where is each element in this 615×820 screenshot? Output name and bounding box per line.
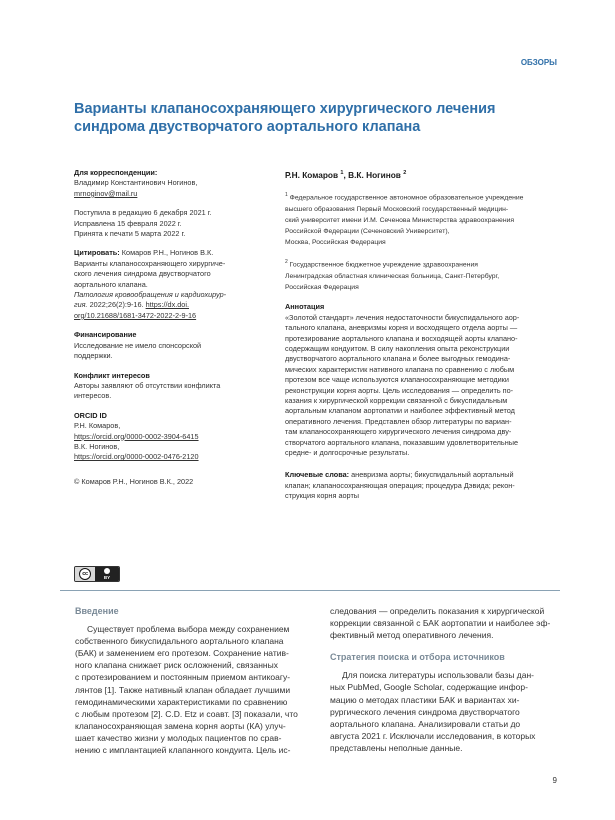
copyright-block: [74, 477, 249, 487]
cite-text: ского лечения синдрома двустворчатого: [74, 269, 211, 279]
annotation-line: тального клапана, аневризмы корня и восходящего отдела аорты —: [285, 323, 518, 333]
affiliation-mark: 1: [285, 192, 288, 199]
body-line: лянтов [1]. Также нативный клапан обладает лучшими: [75, 684, 291, 695]
cc-logo: [75, 567, 95, 581]
article-info-sidebar: [74, 168, 249, 496]
body-line: нению с имплантацией клапанного кондуита. Цель ис-: [75, 745, 291, 756]
by-label: BY: [103, 575, 111, 580]
affiliation-text: Ленинградская областная клиническая больница, Санкт-Петербург,: [285, 272, 500, 280]
doi-link[interactable]: https://dx.doi.: [145, 300, 190, 310]
keywords-text: струкция корня аорты: [285, 491, 360, 501]
body-column-right: [330, 605, 562, 754]
cite-text: Варианты клапаносохраняющего хирургиче-: [74, 258, 226, 268]
annotation-line: реконструкции корня аорты. Цель исследования — определить по-: [285, 385, 514, 395]
affiliation-text: Государственное бюджетное учреждение здравоохранения: [287, 261, 478, 269]
affiliation-text: высшего образования Первый Московский государственный медицин-: [285, 205, 509, 213]
introduction-heading: Введение: [75, 606, 119, 616]
author-affiliation-mark: 1: [340, 170, 344, 176]
annotation-line: средне- и долгосрочные результаты.: [285, 448, 410, 458]
author-affiliation-mark: 2: [403, 170, 407, 176]
funding-heading: Финансирование: [74, 330, 137, 340]
received-date: Поступила в редакцию 6 декабря 2021 г.: [74, 208, 212, 218]
dates-block: [74, 208, 249, 239]
annotation-line: аортальным клапаном аортопатии и наиболее эффективный метод: [285, 406, 515, 416]
orcid-heading: ORCID ID: [74, 410, 107, 420]
affiliation-text: Москва, Российская Федерация: [285, 239, 386, 247]
correspondence-email-link[interactable]: mrnoginov@mail.ru: [74, 188, 138, 198]
cite-issue: 2022;26(2):9-16.: [87, 300, 146, 310]
correspondence-name: Владимир Константинович Ногинов,: [74, 178, 198, 188]
body-column-left: [75, 605, 303, 756]
cc-icon: cc: [79, 568, 91, 580]
article-header-main: [285, 168, 560, 502]
correspondence-block: [74, 168, 249, 199]
article-title: [74, 100, 544, 136]
affiliation-mark: 2: [285, 259, 288, 266]
cc-by-license-badge[interactable]: [74, 566, 120, 582]
annotation-line: оперативного лечения. Представлен обзор литературы по вариан-: [285, 416, 512, 426]
introduction-continuation: [330, 605, 562, 641]
authors-line: [285, 168, 560, 180]
introduction-paragraph-cont: [75, 635, 303, 756]
annotation-line: казания к хирургической коррекции связанной с бикуспидальным: [285, 395, 508, 405]
search-strategy-paragraph: [330, 669, 562, 754]
body-line: представлены неполные данные.: [330, 742, 463, 753]
affiliation-2: [285, 257, 560, 293]
orcid-author: В.К. Ногинов,: [74, 441, 120, 451]
body-line: клапаносохраняющая замена корня аорты (КА) улуч-: [75, 720, 286, 731]
affiliation-1: [285, 190, 560, 248]
correspondence-heading: Для корреспонденции:: [74, 168, 158, 177]
body-line: Существует проблема выбора между сохранением: [87, 624, 290, 635]
orcid-link[interactable]: https://orcid.org/0000-0002-3904-6415: [74, 431, 199, 441]
title-line: Варианты клапаносохраняющего хирургического лечения: [74, 101, 496, 117]
body-line: рургического лечения синдрома двустворчатого: [330, 706, 520, 717]
orcid-link[interactable]: https://orcid.org/0000-0002-0476-2120: [74, 452, 199, 462]
body-line: августа 2021 г. Исключали исследования, в которых: [330, 730, 536, 741]
citation-block: [74, 248, 249, 321]
keywords-text: аневризма аорты; бикуспидальный аортальный: [349, 470, 514, 480]
cite-text: аортального клапана.: [74, 279, 148, 289]
annotation-line: двустворчатого аортального клапана и более выгодных гемодина-: [285, 354, 511, 364]
page-number: 9: [552, 776, 557, 785]
funding-text: поддержки.: [74, 351, 113, 361]
author-separator: ,: [343, 169, 349, 180]
title-line: синдрома двустворчатого аортального клапана: [74, 119, 421, 135]
affiliation-text: ский университет имени И.М. Сеченова Министерства здравоохранения: [285, 216, 515, 224]
body-line: Для поиска литературы использовали базы дан-: [342, 670, 535, 681]
doi-link[interactable]: org/10.21688/1681-3472-2022-2-9-16: [74, 310, 197, 320]
annotation-heading: Аннотация: [285, 302, 325, 312]
revised-date: Исправлена 15 февраля 2022 г.: [74, 218, 182, 228]
accepted-date: Принята к печати 5 марта 2022 г.: [74, 229, 186, 239]
orcid-block: [74, 411, 249, 463]
cite-authors: Комаров Р.Н., Ногинов В.К.: [119, 248, 214, 258]
body-line: ного клапана снижает риск осложнений, связанных: [75, 660, 278, 671]
conflict-text: Авторы заявляют об отсутствии конфликта: [74, 380, 221, 390]
body-line: собственного бикуспидального аортального клапана: [75, 636, 284, 647]
annotation-line: там клапаносохраняющего хирургического лечения синдрома дву-: [285, 427, 512, 437]
funding-block: [74, 330, 249, 361]
body-line: (БАК) и заменением его протезом. Сохранение натив-: [75, 648, 289, 659]
conflict-heading: Конфликт интересов: [74, 370, 150, 380]
annotation-line: створчатого аортального клапана, показавшим удовлетворительные: [285, 437, 519, 447]
annotation-line: «Золотой стандарт» лечения недостаточности бикуспидального аор-: [285, 312, 520, 322]
body-line: с протезированием и постоянным приемом антикоагу-: [75, 672, 291, 683]
annotation-line: протезом все чаще используются клапаносохраняющие методики: [285, 375, 509, 385]
attribution-person-icon: [104, 568, 110, 574]
annotation-line: содержащим кондуитом. В силу накопления опыта реконструкции: [285, 343, 510, 353]
cite-journal: гия.: [74, 300, 88, 310]
body-line: гемодинамическими характеристиками по сравнению: [75, 696, 288, 707]
body-line: аортального клапана. Анализировали статьи до: [330, 718, 521, 729]
annotation-line: протезирование аортального клапана и восходящей аорты клапано-: [285, 333, 518, 343]
affiliation-text: Федеральное государственное автономное образовательное учреждение: [287, 194, 524, 202]
conflict-block: [74, 371, 249, 402]
keywords-heading: Ключевые слова:: [285, 470, 350, 480]
search-strategy-heading: Стратегия поиска и отбора источников: [330, 652, 505, 663]
affiliation-text: Российская Федерация: [285, 284, 359, 292]
body-line: следования — определить показания к хирургической: [330, 606, 545, 616]
author-name: Р.Н. Комаров: [285, 169, 339, 180]
annotation-line: мических характеристик нативного клапана по сравнению с любым: [285, 364, 515, 374]
author-name: В.К. Ногинов: [348, 169, 401, 180]
body-line: коррекции связанной с БАК аортопатии и наиболее эф-: [330, 618, 551, 629]
cite-journal: Патология кровообращения и кардиохирур-: [74, 290, 227, 300]
affiliation-text: Российской Федерации (Сеченовский Университет),: [285, 228, 450, 236]
body-line: с любым протезом [2]. C.D. Etz и соавт. [3] показали, что: [75, 708, 298, 719]
section-label: ОБЗОРЫ: [520, 58, 557, 67]
body-line: ных PubMed, Google Scholar, содержащие инфор-: [330, 682, 528, 693]
cite-heading: Цитировать:: [74, 248, 120, 258]
orcid-author: Р.Н. Комаров,: [74, 421, 121, 431]
body-line: шает качество жизни у молодых пациентов по срав-: [75, 732, 282, 743]
funding-text: Исследование не имело спонсорской: [74, 340, 202, 350]
by-block: [95, 567, 119, 581]
section-divider: [60, 590, 560, 591]
introduction-paragraph: [75, 623, 303, 635]
copyright-text: © Комаров Р.Н., Ногинов В.К., 2022: [74, 476, 194, 486]
keywords-block: [285, 470, 560, 501]
conflict-text: интересов.: [74, 391, 112, 401]
body-line: мацию о методах пластики БАК и вариантах хи-: [330, 694, 520, 705]
body-line: фективный метод оперативного лечения.: [330, 630, 494, 641]
keywords-text: клапан; клапаносохраняющая операция; процедура Дэвида; рекон-: [285, 480, 515, 490]
annotation-block: [285, 302, 560, 458]
